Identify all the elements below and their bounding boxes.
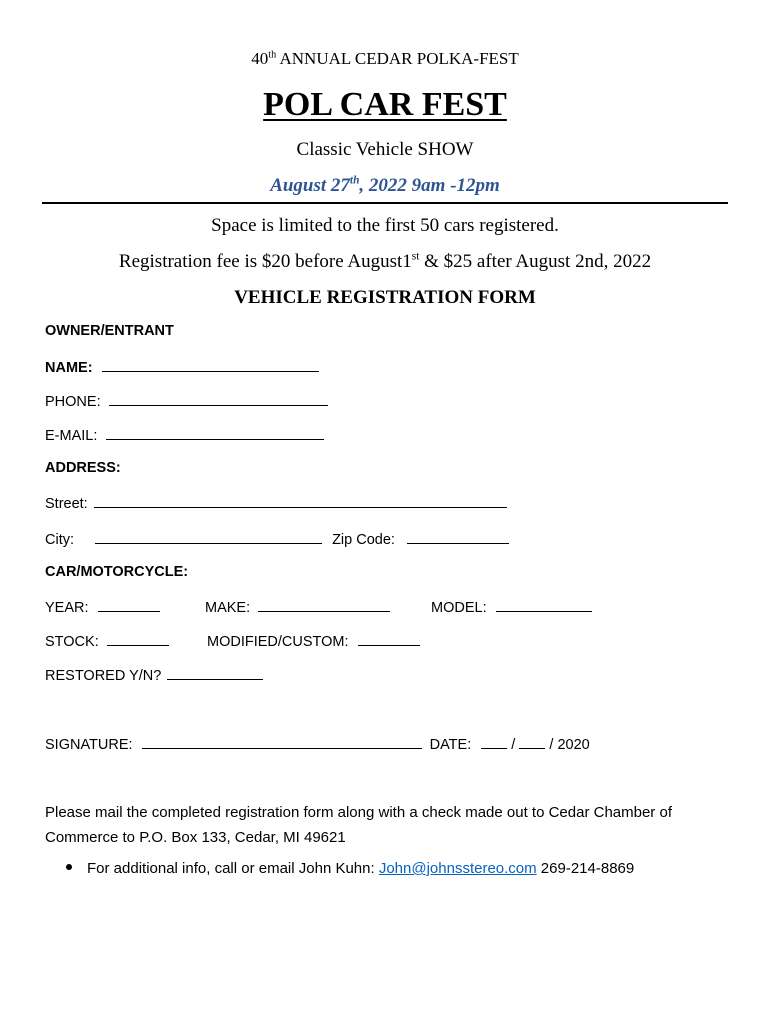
stock-label: STOCK:: [45, 634, 99, 650]
bullet-icon: [66, 864, 72, 870]
name-row: [45, 358, 319, 376]
zip-field[interactable]: [407, 530, 509, 544]
fee-ordinal: st: [411, 250, 420, 263]
restored-row: [45, 666, 263, 684]
year-field[interactable]: [98, 598, 160, 612]
year-label: YEAR:: [45, 600, 89, 616]
stock-row: [45, 632, 169, 650]
header-divider: [42, 202, 728, 204]
fee-text-2: & $25 after August 2nd, 2022: [419, 251, 652, 272]
contact-info-item: [66, 860, 634, 877]
city-row: [45, 530, 509, 548]
registration-fee-note: [0, 251, 770, 273]
make-field[interactable]: [258, 598, 390, 612]
street-row: [45, 494, 507, 512]
phone-label: PHONE:: [45, 394, 101, 410]
modified-field[interactable]: [358, 632, 420, 646]
modified-label: MODIFIED/CUSTOM:: [207, 634, 349, 650]
annual-number: 40: [251, 49, 269, 68]
date-rest: , 2022 9am -12pm: [359, 175, 500, 196]
model-row: [431, 598, 592, 616]
model-label: MODEL:: [431, 600, 487, 616]
phone-field[interactable]: [109, 392, 328, 406]
fee-text-1: Registration fee is $20 before August1: [118, 251, 412, 272]
restored-field[interactable]: [167, 666, 263, 680]
date-month-field[interactable]: [481, 735, 507, 749]
date-ordinal: th: [349, 174, 360, 187]
event-annual-line: [0, 49, 770, 69]
email-row: [45, 426, 324, 444]
contact-phone: 269-214-8869: [536, 860, 635, 877]
owner-heading: OWNER/ENTRANT: [45, 323, 174, 339]
name-field[interactable]: [102, 358, 319, 372]
email-field[interactable]: [106, 426, 324, 440]
contact-email-link[interactable]: John@johnsstereo.com: [378, 860, 537, 877]
date-label: DATE:: [429, 737, 472, 753]
vehicle-heading: CAR/MOTORCYCLE:: [45, 564, 189, 580]
stock-field[interactable]: [107, 632, 169, 646]
subtitle: Classic Vehicle SHOW: [296, 139, 474, 160]
model-field[interactable]: [496, 598, 592, 612]
date-slash: /: [511, 737, 516, 753]
page-title: POL CAR FEST: [263, 86, 507, 123]
modified-row: [207, 632, 420, 650]
address-heading: ADDRESS:: [45, 460, 121, 476]
signature-field[interactable]: [142, 735, 422, 749]
date-day: August 27: [270, 175, 350, 196]
name-label: NAME:: [45, 360, 93, 376]
signature-row: [45, 735, 590, 753]
contact-info-text: For additional info, call or email John Kuhn:: [87, 860, 379, 877]
restored-label: RESTORED Y/N?: [45, 668, 162, 684]
annual-ordinal: th: [268, 49, 277, 61]
street-label: Street:: [45, 496, 88, 512]
make-row: [205, 598, 390, 616]
email-label: E-MAIL:: [45, 428, 98, 444]
zip-label: Zip Code:: [332, 532, 395, 548]
phone-row: [45, 392, 328, 410]
city-label: City:: [45, 532, 74, 548]
mailing-instructions: Please mail the completed registration form along with a check made out to Cedar Chamber of Commerce to P.O. Box 133, Cedar, MI 49621: [45, 804, 672, 846]
date-day-field[interactable]: [519, 735, 545, 749]
form-title: VEHICLE REGISTRATION FORM: [234, 287, 536, 308]
street-field[interactable]: [94, 494, 507, 508]
signature-label: SIGNATURE:: [45, 737, 133, 753]
year-row: [45, 598, 160, 616]
city-field[interactable]: [95, 530, 322, 544]
date-year: / 2020: [549, 737, 590, 753]
space-limit-note: Space is limited to the first 50 cars registered.: [211, 215, 559, 236]
make-label: MAKE:: [205, 600, 251, 616]
event-date: [0, 175, 770, 197]
annual-text: ANNUAL CEDAR POLKA-FEST: [276, 49, 519, 68]
